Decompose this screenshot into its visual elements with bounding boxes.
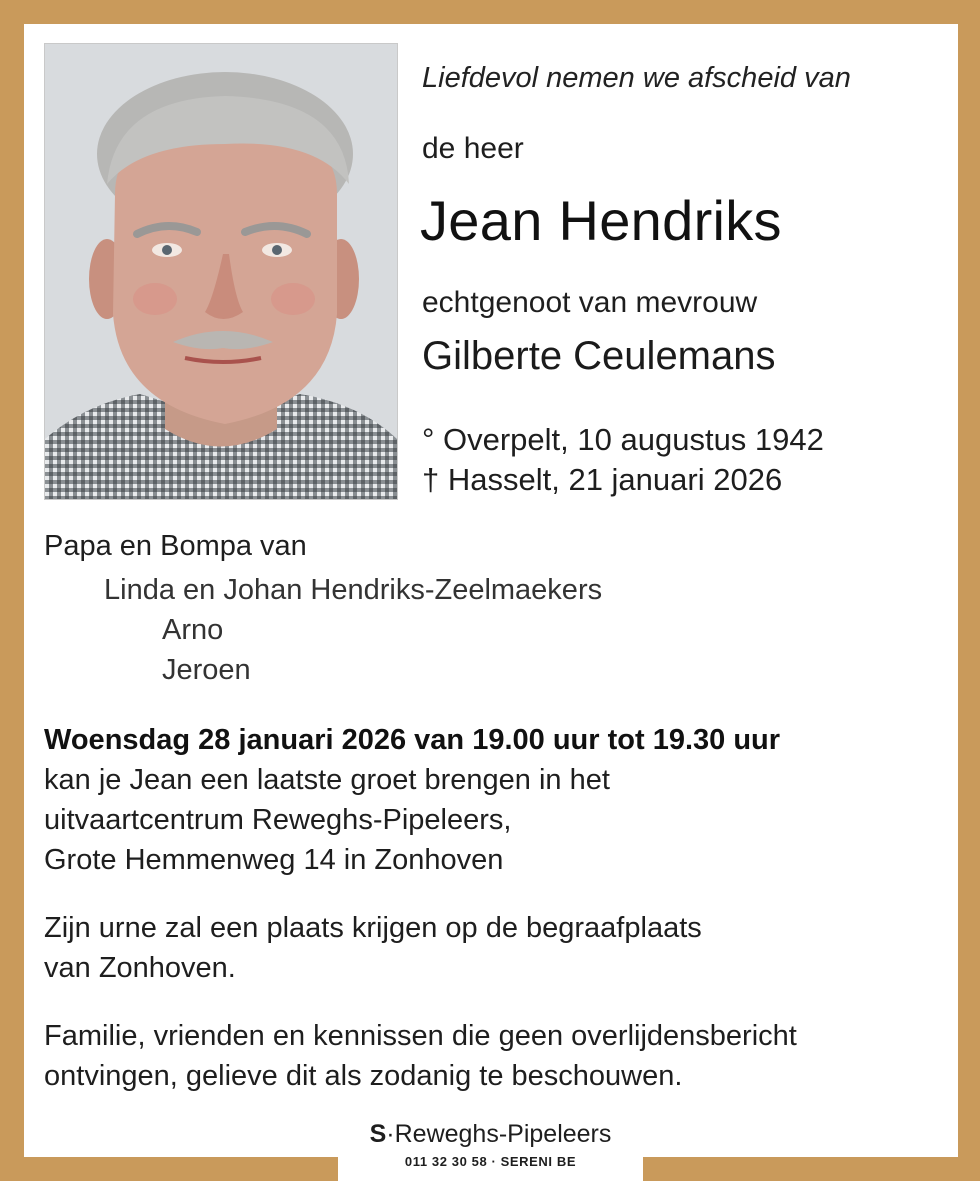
closing-line: Familie, vrienden en kennissen die geen overlijdensbericht: [44, 1020, 797, 1052]
funeral-home-logo-mark: S: [369, 1120, 387, 1148]
birth-line: ° Overpelt, 10 augustus 1942: [422, 422, 824, 457]
funeral-home-footer: [338, 1114, 643, 1181]
visitation-line: kan je Jean een laatste groet brengen in het: [44, 764, 610, 796]
intro-text: Liefdevol nemen we afscheid van: [422, 62, 851, 94]
closing-line: ontvingen, gelieve dit als zodanig te beschouwen.: [44, 1060, 683, 1092]
visitation-line: uitvaartcentrum Reweghs-Pipeleers,: [44, 804, 512, 836]
funeral-home-contact: 011 32 30 58 · SERENI BE: [404, 1154, 577, 1169]
spouse-intro: echtgenoot van mevrouw: [422, 286, 758, 319]
visitation-line: Grote Hemmenweg 14 in Zonhoven: [44, 844, 504, 876]
funeral-home-name-text: ·Reweghs-Pipeleers: [386, 1120, 612, 1148]
death-notice-card: [24, 24, 958, 1169]
spouse-name: Gilberte Ceulemans: [422, 334, 776, 378]
urn-line: van Zonhoven.: [44, 952, 236, 984]
family-member: Linda en Johan Hendriks-Zeelmaekers: [104, 574, 603, 606]
deceased-name: Jean Hendriks: [420, 189, 782, 252]
visitation-datetime: Woensdag 28 januari 2026 van 19.00 uur tot 19.30 uur: [44, 724, 781, 756]
family-member: Jeroen: [162, 654, 251, 686]
family-heading: Papa en Bompa van: [44, 530, 307, 562]
portrait-illustration: [45, 44, 397, 499]
funeral-home-name: [338, 1120, 643, 1149]
death-line: † Hasselt, 21 januari 2026: [422, 462, 783, 497]
urn-line: Zijn urne zal een plaats krijgen op de begraafplaats: [44, 912, 702, 944]
portrait-photo: [44, 43, 398, 500]
family-member: Arno: [162, 614, 224, 646]
honorific: de heer: [422, 132, 524, 165]
